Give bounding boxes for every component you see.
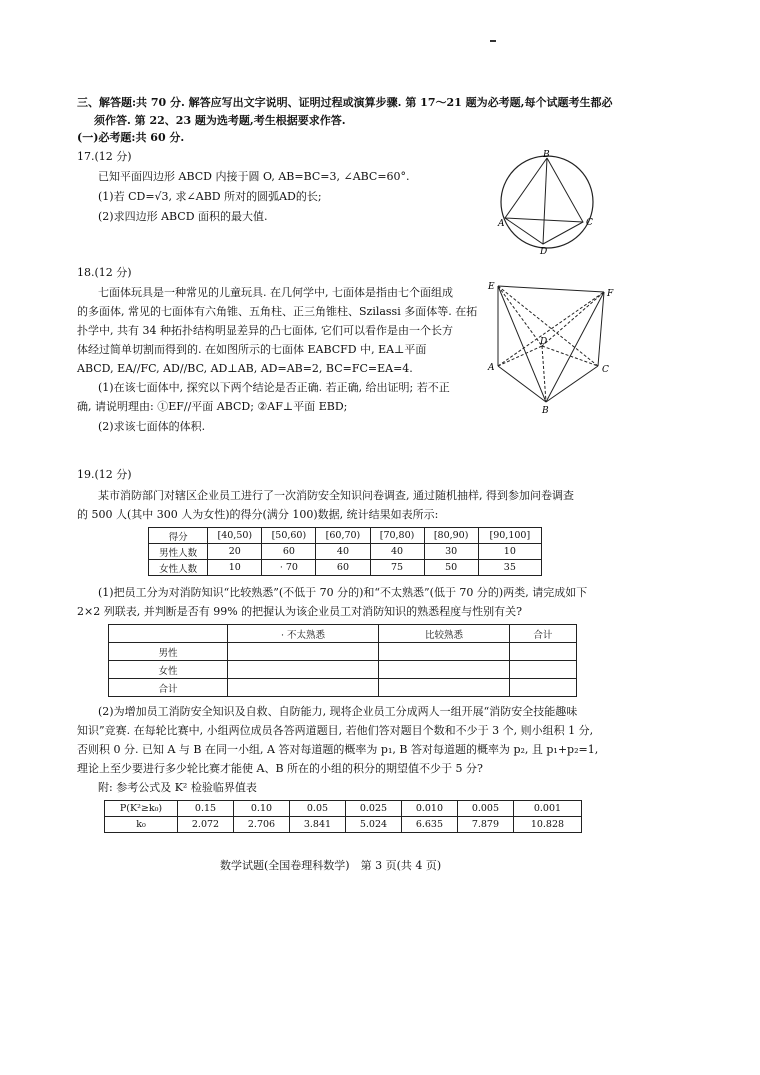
table-cell: 10.828	[513, 817, 581, 833]
label-d: D	[540, 337, 548, 347]
table-row	[105, 817, 582, 833]
table-cell	[228, 643, 379, 661]
table-cell	[379, 643, 510, 661]
table-cell: 2.706	[233, 817, 289, 833]
table-cell: 60	[262, 544, 316, 560]
table-cell: 50	[424, 560, 478, 576]
table-cell: 0.05	[289, 801, 345, 817]
table-cell	[109, 625, 228, 643]
table-row	[109, 679, 577, 697]
q18-line5: ABCD, EA//FC, AD//BC, AD⊥AB, AD=AB=2, BC=FC=EA=4.	[77, 362, 413, 375]
q19-intro1: 某市消防部门对辖区企业员工进行了一次消防安全知识问卷调查, 通过随机抽样, 得到参加问卷调查	[98, 489, 574, 502]
q18-line3: 扑学中, 共有 34 种拓扑结构明显差异的凸七面体, 它们可以看作是由一个长方	[77, 324, 453, 337]
table-cell	[509, 661, 576, 679]
table-cell: · 不太熟悉	[228, 625, 379, 643]
table-cell: 60	[316, 560, 370, 576]
q18-line1: 七面体玩具是一种常见的儿童玩具. 在几何学中, 七面体是指由七个面组成	[98, 286, 453, 299]
q18-line4: 体经过简单切割而得到的. 在如图所示的七面体 EABCFD 中, EA⊥平面	[77, 343, 427, 356]
table-cell: 男性人数	[149, 544, 208, 560]
table-cell: 10	[208, 560, 262, 576]
table-cell: 0.025	[345, 801, 401, 817]
q19-part2-line3: 否则积 0 分. 已知 A 与 B 在同一小组, A 答对每道题的概率为 p₁, B 答对每道题的概率为 p₂, 且 p₁+p₂=1,	[77, 743, 599, 756]
table-cell: [70,80)	[370, 528, 424, 544]
label-a: A	[498, 219, 505, 229]
score-table	[148, 527, 542, 576]
table-cell: 30	[424, 544, 478, 560]
table-row	[105, 801, 582, 817]
table-cell: 合计	[509, 625, 576, 643]
appendix-heading: 附: 参考公式及 K² 检验临界值表	[98, 781, 257, 794]
table-cell: 男性	[109, 643, 228, 661]
table-cell: 得分	[149, 528, 208, 544]
section-header-line2: 须作答. 第 22、23 题为选考题,考生根据要求作答.	[94, 114, 346, 127]
label-f: F	[607, 289, 614, 299]
q18-part1a: (1)在该七面体中, 探究以下两个结论是否正确. 若正确, 给出证明; 若不正	[98, 381, 450, 394]
table-cell	[228, 661, 379, 679]
table-cell: 40	[370, 544, 424, 560]
table-cell: 7.879	[457, 817, 513, 833]
table-cell: [60,70)	[316, 528, 370, 544]
section-header-line1: 三、解答题:共 70 分. 解答应写出文字说明、证明过程或演算步骤. 第 17～21 题为必考题,每个试题考生都必	[77, 96, 613, 109]
q19-part2-line2: 知识”竞赛. 在每轮比赛中, 小组两位成员各答两道题目, 若他们答对题目个数和不少于 3 个, 则小组积 1 分,	[77, 724, 594, 737]
q18-part1b: 确, 请说明理由: ①EF//平面 ABCD; ②AF⊥平面 EBD;	[77, 400, 348, 413]
table-cell: 35	[478, 560, 541, 576]
table-row	[149, 560, 542, 576]
q17-stem: 已知平面四边形 ABCD 内接于圆 O, AB=BC=3, ∠ABC=60°.	[98, 170, 410, 183]
q19-part1b: 2×2 列联表, 并判断是否有 99% 的把握认为该企业员工对消防知识的熟悉程度与性别有关?	[77, 605, 523, 618]
q18-polyhedron-figure	[484, 280, 624, 420]
table-cell	[509, 679, 576, 697]
table-cell: 10	[478, 544, 541, 560]
table-row	[149, 528, 542, 544]
table-cell: 5.024	[345, 817, 401, 833]
label-c: C	[602, 365, 609, 375]
q19-intro2: 的 500 人(其中 300 人为女性)的得分(满分 100)数据, 统计结果如表所示:	[77, 508, 439, 521]
table-cell: 女性人数	[149, 560, 208, 576]
table-cell: 0.001	[513, 801, 581, 817]
critical-value-table	[104, 800, 582, 833]
label-e: E	[488, 282, 495, 292]
label-c: C	[586, 218, 593, 228]
table-row	[149, 544, 542, 560]
table-cell	[509, 643, 576, 661]
table-cell: 6.635	[401, 817, 457, 833]
q19-part1a: (1)把员工分为对消防知识“比较熟悉”(不低于 70 分的)和“不太熟悉”(低于 70 分的)两类, 请完成如下	[98, 586, 588, 599]
q19-number: 19.(12 分)	[77, 468, 132, 481]
label-b: B	[543, 150, 550, 160]
table-cell: 0.15	[178, 801, 234, 817]
table-cell: [50,60)	[262, 528, 316, 544]
table-cell: 比较熟悉	[379, 625, 510, 643]
table-cell: [80,90)	[424, 528, 478, 544]
q19-part2-line1: (2)为增加员工消防安全知识及自救、自防能力, 现将企业员工分成两人一组开展“消防安全技能趣味	[98, 705, 578, 718]
top-mark	[490, 40, 496, 42]
table-row	[109, 643, 577, 661]
q18-line2: 的多面体, 常见的七面体有六角锥、五角柱、正三角锥柱、Szilassi 多面体等. 在拓	[77, 305, 478, 318]
table-cell: 75	[370, 560, 424, 576]
table-cell: 女性	[109, 661, 228, 679]
q17-part2: (2)求四边形 ABCD 面积的最大值.	[98, 210, 268, 223]
q17-number: 17.(12 分)	[77, 150, 132, 163]
q18-number: 18.(12 分)	[77, 266, 132, 279]
table-cell: k₀	[105, 817, 178, 833]
table-cell: · 70	[262, 560, 316, 576]
table-cell: 合计	[109, 679, 228, 697]
table-row	[109, 661, 577, 679]
table-row	[109, 625, 577, 643]
table-cell: 0.005	[457, 801, 513, 817]
label-b: B	[542, 406, 549, 416]
table-cell: 3.841	[289, 817, 345, 833]
q17-circle-figure	[495, 148, 605, 258]
table-cell: 0.10	[233, 801, 289, 817]
page-footer: 数学试题(全国卷理科数学) 第 3 页(共 4 页)	[220, 859, 442, 872]
table-cell: [40,50)	[208, 528, 262, 544]
table-cell: P(K²≥k₀)	[105, 801, 178, 817]
required-heading: (一)必考题:共 60 分.	[77, 131, 185, 144]
table-cell	[228, 679, 379, 697]
label-a: A	[488, 363, 495, 373]
table-cell: 0.010	[401, 801, 457, 817]
table-cell	[379, 679, 510, 697]
q19-part2-line4: 理论上至少要进行多少轮比赛才能使 A、B 所在的小组的积分的期望值不少于 5 分?	[77, 762, 483, 775]
contingency-table	[108, 624, 577, 697]
q18-part2: (2)求该七面体的体积.	[98, 420, 206, 433]
table-cell	[379, 661, 510, 679]
q17-part1: (1)若 CD=√3, 求∠ABD 所对的圆弧AD的长;	[98, 190, 322, 203]
table-cell: 20	[208, 544, 262, 560]
table-cell: [90,100]	[478, 528, 541, 544]
table-cell: 2.072	[178, 817, 234, 833]
table-cell: 40	[316, 544, 370, 560]
label-d: D	[540, 247, 548, 257]
